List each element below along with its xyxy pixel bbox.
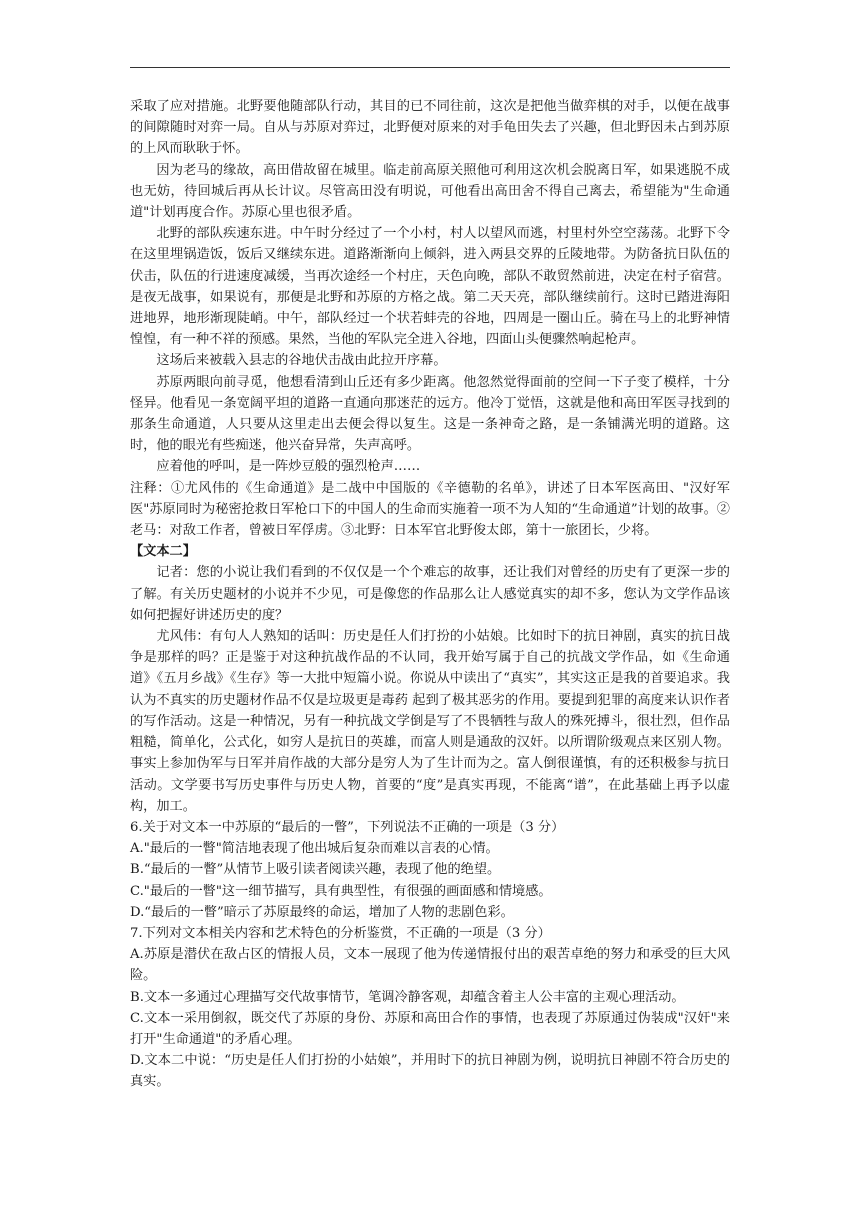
annotation-notes: 注释：①尤风伟的《生命通道》是二战中中国版的《辛德勒的名单》，讲述了日本军医高田、"汉好军医"苏原同时为秘密抢救日军枪口下的中国人的生命而实施着一项不为人知的“生命通道”计划的故事。②老马：对敌工作者，曾被日军俘虏。③北野：日本军官北野俊太郎，第十一旅团长，少将。	[130, 480, 730, 539]
story-paragraph: 苏原两眼向前寻觅，他想看清到山丘还有多少距离。他忽然觉得面前的空间一下子变了模样，十分怪异。他看见一条宽阔平坦的道路一直通向那迷茫的远方。他冷丁觉悟，这就是他和高田军医寻找到的那条生命通道，人只要从这里走出去便会得以复生。这是一条神奇之路，是一条铺满光明的道路。这时，他的眼光有些痴迷，他兴奋异常，失声高呼。	[130, 374, 730, 454]
question-7-option-d: D.文本二中说：“历史是任人们打扮的小姑娘”，并用时下的抗日神剧为例，说明抗日神剧不符合历史的真实。	[130, 1053, 730, 1090]
document-body	[130, 96, 730, 1093]
question-6-stem: 6.关于对文本一中苏原的“最后的一瞥”，下列说法不正确的一项是（3 分）	[130, 819, 565, 835]
question-7-option-a: A.苏原是潜伏在敌占区的情报人员，文本一展现了他为传递情报付出的艰苦卓绝的努力和承受的巨大风险。	[130, 947, 730, 984]
question-6-option-d: D.“最后的一瞥”暗示了苏原最终的命运，增加了人物的悲剧色彩。	[130, 904, 514, 920]
question-7-option-b: B.文本一多通过心理描写交代故事情节，笔调冷静客观，却蕴含着主人公丰富的主观心理活动。	[130, 989, 685, 1005]
story-paragraph: 应着他的呼叫，是一阵炒豆般的强烈枪声……	[156, 459, 421, 475]
question-7-option-c: C.文本一采用倒叙，既交代了苏原的身份、苏原和高田合作的事情，也表现了苏原通过伪装成"汉奸"来打开"生命通道"的矛盾心理。	[130, 1010, 730, 1047]
story-paragraph: 北野的部队疾速东进。中午时分经过了一个小村，村人以望风而逃，村里村外空空荡荡。北野下令在这里埋锅造饭，饭后又继续东进。道路渐渐向上倾斜，进入两县交界的丘陵地带。为防备抗日队伍的伏击，队伍的行进速度减缓，当再次途经一个村庄，天色向晚，部队不敢贸然前进，决定在村子宿营。是夜无战事，如果说有，那便是北野和苏原的方格之战。第二天天亮，部队继续前行。这时已踏进海阳进地界，地形渐现陡峭。中午，部队经过一个状若蚌壳的谷地，四周是一圈山丘。骑在马上的北野神情惶惶，有一种不祥的预感。果然，当他的军队完全进入谷地，四面山头便骤然响起枪声。	[130, 226, 730, 348]
question-6-option-c: C."最后的一瞥"这一细节描写，具有典型性，有很强的画面感和情境感。	[130, 883, 552, 899]
question-6-option-a: A."最后的一瞥"简洁地表现了他出城后复杂而难以言表的心情。	[130, 841, 499, 857]
text2-heading: 【文本二】	[130, 544, 196, 560]
story-paragraph: 这场后来被载入县志的谷地伏击战由此拉开序幕。	[156, 353, 447, 369]
interview-paragraph: 尤风伟：有句人人熟知的话叫：历史是任人们打扮的小姑娘。比如时下的抗日神剧，真实的抗日战争是那样的吗？正是鉴于对这种抗战作品的不认同，我开始写属于自己的抗战文学作品，如《生命通道》《五月乡战》《生存》等一大批中短篇小说。你说从中读出了“真实”，其实这正是我的首要追求。我认为不真实的历史题材作品不仅是垃圾更是毒药 起到了极其恶劣的作用。要提到犯罪的高度来认识作者的写作活动。这是一种情况，另有一种抗战文学倒是写了不畏牺牲与敌人的殊死搏斗，很壮烈，但作品粗糙，简单化，公式化，如穷人是抗日的英雄，而富人则是通敌的汉奸。以所谓阶级观点来区别人物。事实上参加伪军与日军并肩作战的大部分是穷人为了生计而为之。富人倒很谨慎，有的还积极参与抗日活动。文学要书写历史事件与历史人物，首要的“度”是真实再现，不能离“谱”，在此基础上再予以虚构，加工。	[130, 629, 730, 814]
story-paragraph: 因为老马的缘故，高田借故留在城里。临走前高原关照他可利用这次机会脱离日军，如果逃脱不成也无妨，待回城后再从长计议。尽管高田没有明说，可他看出高田舍不得自己离去，希望能为"生命通道"计划再度合作。苏原心里也很矛盾。	[130, 162, 730, 221]
question-7-stem: 7.下列对文本相关内容和艺术特色的分析鉴赏，不正确的一项是（3 分）	[130, 925, 551, 941]
story-paragraph: 采取了应对措施。北野要他随部队行动，其目的已不同往前，这次是把他当做弈棋的对手，以便在战事的间隙随时对弈一局。自从与苏原对弈过，北野便对原来的对手龟田失去了兴趣，但北野因未占到苏原的上风而耿耿于怀。	[130, 99, 730, 157]
header-rule	[130, 67, 730, 68]
interview-paragraph: 记者：您的小说让我们看到的不仅仅是一个个难忘的故事，还让我们对曾经的历史有了更深一步的了解。有关历史题材的小说并不少见，可是像您的作品那么让人感觉真实的却不多，您认为文学作品该如何把握好讲述历史的度？	[130, 565, 730, 623]
question-6-option-b: B.“最后的一瞥”从情节上吸引读者阅读兴趣，表现了他的绝望。	[130, 862, 501, 878]
